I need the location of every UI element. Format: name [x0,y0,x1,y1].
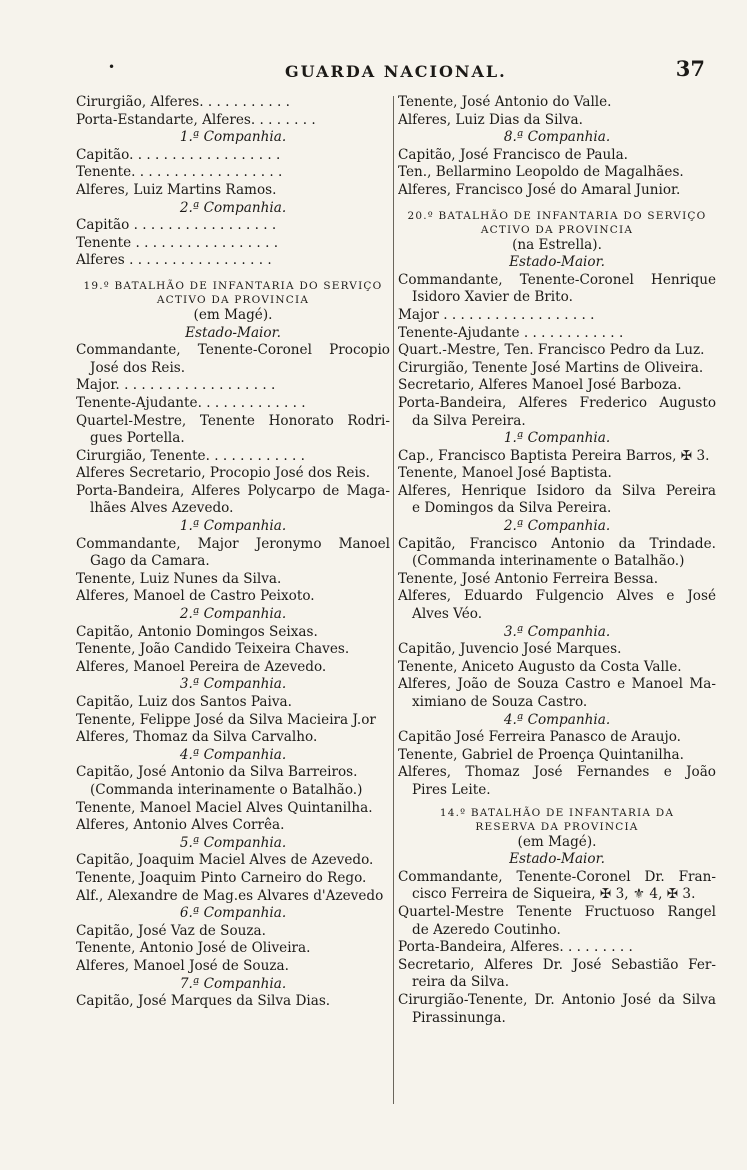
roster-line: Alferes . . . . . . . . . . . . . . . . . [76,252,272,269]
roster-line: Alferes, Luiz Martins Ramos. [76,181,277,198]
roster-line: Tenente-Ajudante. . . . . . . . . . . . . [76,394,306,411]
roster-line: Alferes, Manoel Pereira de Azevedo. [76,658,327,675]
roster-line: Alferes Secretario, Procopio José dos Reis. [76,465,371,482]
roster-line: Alferes, Antonio Alves Corrêa. [76,817,285,834]
roster-line: Tenente, Manoel Maciel Alves Quintanilha. [76,799,373,816]
roster-line: Alferes, Manoel José de Souza. [76,957,289,974]
roster-line-continuation: gues Portella. [90,430,185,447]
roster-line: Capitão, Joaquim Maciel Alves de Azevedo. [76,852,374,869]
printer-mark: • [108,60,116,74]
roster-line: Porta-Bandeira, Alferes. . . . . . . . . [398,939,633,956]
company-heading: 1.ª Companhia. [179,129,287,146]
page-title: GUARDA NACIONAL. [285,62,507,81]
roster-line: Tenente, Manoel José Baptista. [398,465,612,482]
location-note: (em Magé). [193,306,273,323]
company-heading: 8.ª Companhia. [503,129,611,146]
roster-line: Tenente, João Candido Teixeira Chaves. [76,641,350,658]
roster-line-continuation: da Silva Pereira. [412,412,526,429]
battalion-heading: ACTIVO DA PROVINCIA [156,293,310,306]
roster-line: Alferes, Henrique Isidoro da Silva Pereira [398,482,716,499]
roster-line: Commandante, Tenente-Coronel Henrique [398,271,716,288]
spacer [398,200,716,209]
roster-line: Capitão, Juvencio José Marques. [398,641,622,658]
roster-line: Alferes, Thomaz José Fernandes e João [398,764,716,781]
roster-line: Tenente. . . . . . . . . . . . . . . . . . [76,164,283,181]
roster-line: Porta-Estandarte, Alferes. . . . . . . . [76,111,316,128]
roster-line: Alferes, Thomaz da Silva Carvalho. [76,729,318,746]
roster-line: Tenente, José Antonio Ferreira Bessa. [398,570,659,587]
roster-line: Tenente, Luiz Nunes da Silva. [76,570,282,587]
roster-line-continuation: Alves Véo. [412,606,483,623]
company-heading: 4.ª Companhia. [503,711,611,728]
company-heading: Estado-Maior. [509,254,605,271]
roster-line: Alferes, Francisco José do Amaral Junior. [398,181,681,198]
company-heading: 2.ª Companhia. [503,518,611,535]
battalion-heading: 19.º BATALHÃO DE INFANTARIA DO SERVIÇO [83,279,383,292]
roster-line-continuation: José dos Reis. [90,359,186,376]
roster-line: Porta-Bandeira, Alferes Polycarpo de Maga- [76,482,390,499]
roster-line-continuation: reira da Silva. [412,974,510,991]
roster-line: Cirurgião, Alferes. . . . . . . . . . . [76,94,290,110]
roster-line-continuation: Pires Leite. [412,781,491,798]
roster-line: Capitão, José Vaz de Souza. [76,922,266,939]
right-column [398,94,716,1027]
roster-line: Commandante, Tenente-Coronel Dr. Fran- [398,868,716,885]
company-heading: 4.ª Companhia. [179,746,287,763]
column-divider [393,96,394,1104]
company-heading: Estado-Maior. [185,324,281,341]
roster-line-continuation: ximiano de Souza Castro. [412,694,588,710]
roster-line: Porta-Bandeira, Alferes Frederico Augusto [398,394,716,411]
battalion-heading: RESERVA DA PROVINCIA [475,820,639,833]
location-note: (na Estrella). [512,236,602,253]
roster-line: Capitão, Francisco Antonio da Trindade. [398,535,716,552]
battalion-heading: 20.º BATALHÃO DE INFANTARIA DO SERVIÇO [407,209,707,222]
roster-line-continuation: Pirassinunga. [412,1009,506,1026]
roster-line: Cirurgião, Tenente. . . . . . . . . . . . [76,447,305,464]
roster-line: Commandante, Tenente-Coronel Procopio [76,342,390,359]
roster-line: Capitão José Ferreira Panasco de Araujo. [398,729,681,746]
roster-line-continuation: de Azeredo Coutinho. [412,921,561,938]
roster-line: Tenente, José Antonio do Valle. [398,94,612,110]
roster-line: Tenente, Felippe José da Silva Macieira J.or [76,711,376,728]
roster-line: Tenente . . . . . . . . . . . . . . . . . [76,234,279,251]
roster-line: Tenente, Antonio José de Oliveira. [76,940,311,957]
roster-line-continuation: Isidoro Xavier de Brito. [412,289,573,306]
location-note: (em Magé). [517,833,597,850]
company-heading: 1.ª Companhia. [503,430,611,447]
roster-line: Capitão, José Francisco de Paula. [398,146,629,163]
roster-line: Tenente, Joaquim Pinto Carneiro do Rego. [76,869,367,886]
roster-line: Secretario, Alferes Dr. José Sebastião Fer- [398,956,716,973]
roster-line: Cirurgião, Tenente José Martins de Oliveira. [398,359,704,376]
company-heading: 5.ª Companhia. [179,834,287,851]
roster-line: Alferes, João de Souza Castro e Manoel Ma- [398,676,716,693]
roster-line: Tenente-Ajudante . . . . . . . . . . . . [398,324,624,341]
company-heading: 2.ª Companhia. [179,606,287,623]
roster-line: Capitão, José Antonio da Silva Barreiros. [76,764,358,781]
roster-line: Cap., Francisco Baptista Pereira Barros, ✠ 3. [398,447,710,464]
roster-line: Tenente, Aniceto Augusto da Costa Valle. [398,658,682,675]
company-heading: 1.ª Companhia. [179,518,287,535]
company-heading: 3.ª Companhia. [503,623,611,640]
battalion-heading: 14.º BATALHÃO DE INFANTARIA DA [439,806,675,819]
spacer [76,270,390,279]
roster-line: Capitão, Luiz dos Santos Paiva. [76,694,292,710]
roster-line: Cirurgião-Tenente, Dr. Antonio José da Silva [398,991,716,1008]
roster-line: Major . . . . . . . . . . . . . . . . . . [398,306,595,323]
company-heading: 7.ª Companhia. [179,975,287,992]
page-number: 37 [675,56,705,81]
roster-line: Capitão . . . . . . . . . . . . . . . . . [76,217,277,234]
roster-line: Major. . . . . . . . . . . . . . . . . . . [76,377,276,394]
left-column [76,94,390,1011]
roster-line: Quart.-Mestre, Ten. Francisco Pedro da Luz. [398,342,705,359]
roster-line-continuation: lhães Alves Azevedo. [90,500,234,517]
roster-line: Alferes, Manoel de Castro Peixoto. [76,588,315,605]
roster-line: Quartel-Mestre, Tenente Honorato Rodri- [76,412,390,429]
page-header [0,56,747,88]
company-heading: 2.ª Companhia. [179,199,287,216]
roster-line: Ten., Bellarmino Leopoldo de Magalhães. [398,164,684,181]
company-heading: 6.ª Companhia. [179,905,287,922]
roster-line: Alferes, Luiz Dias da Silva. [398,111,583,128]
roster-line: Quartel-Mestre Tenente Fructuoso Rangel [398,903,716,920]
roster-line: Commandante, Major Jeronymo Manoel [76,535,390,552]
roster-line-continuation: cisco Ferreira de Siqueira, ✠ 3, ⚜ 4, ✠ 3. [412,886,696,903]
company-heading: 3.ª Companhia. [179,676,287,693]
roster-line-continuation: Gago da Camara. [90,553,210,570]
battalion-heading: ACTIVO DA PROVINCIA [480,223,634,236]
roster-line-continuation: (Commanda interinamente o Batalhão.) [412,553,685,570]
roster-line: Tenente, Gabriel de Proença Quintanilha. [398,746,684,763]
roster-line: Alf., Alexandre de Mag.es Alvares d'Azevedo [76,887,384,904]
roster-line: Capitão, José Marques da Silva Dias. [76,993,331,1010]
roster-line: Capitão, Antonio Domingos Seixas. [76,623,318,640]
roster-line: Capitão. . . . . . . . . . . . . . . . . . [76,146,281,163]
company-heading: Estado-Maior. [509,851,605,868]
roster-line: Alferes, Eduardo Fulgencio Alves e José [398,588,716,605]
roster-line: Secretario, Alferes Manoel José Barboza. [398,377,682,394]
roster-line-continuation: (Commanda interinamente o Batalhão.) [90,781,363,798]
roster-line-continuation: e Domingos da Silva Pereira. [412,500,612,517]
